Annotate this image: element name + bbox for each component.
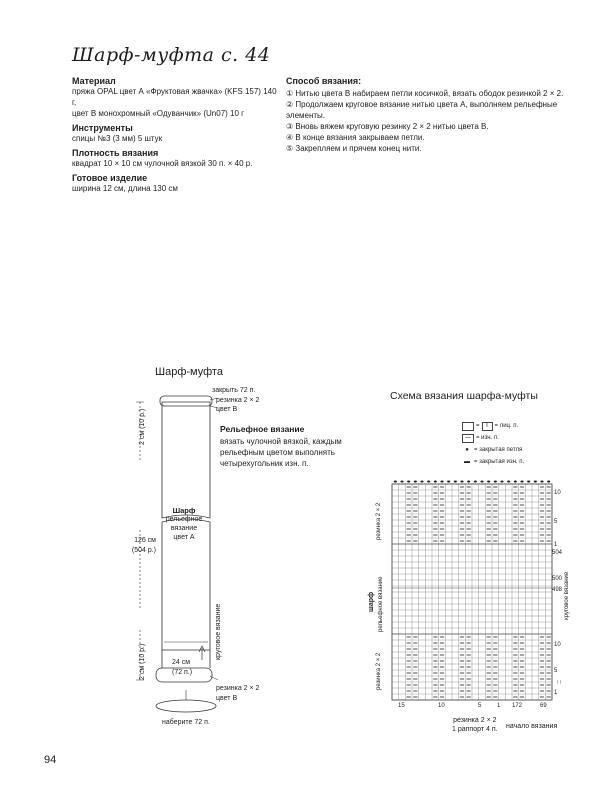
tools-text: спицы №3 (3 мм) 5 штук (72, 134, 163, 143)
finished-text: ширина 12 см, длина 130 см (72, 184, 178, 193)
schematic-center-3: вязание (170, 525, 198, 532)
gauge-label: Плотность вязания (72, 148, 159, 158)
chart-right-arrows: ↑↑ (556, 680, 562, 686)
row-num-10-top: 10 (554, 490, 561, 496)
schematic-relief-text-1: вязать чулочной вязкой, каждым (220, 437, 342, 446)
legend-bind-off-purl-text: = закрытая изн. п. (474, 459, 525, 465)
materials-line-2: цвет В монохромный «Одуванчик» (Un07) 10 г (72, 109, 245, 118)
bind-off-mark (394, 481, 397, 483)
chart-left-rib-top: резинка 2 × 2 (376, 502, 382, 540)
chart-rib-repeat-2: 1 раппорт 4 п. (452, 726, 498, 733)
legend-bind-off-text: = закрытая петля (474, 447, 523, 453)
bind-off-mark (440, 481, 443, 483)
bind-off-mark (487, 481, 490, 483)
col-num-5: 5 (478, 703, 482, 709)
knitting-chart-grid (392, 484, 552, 700)
chart-rib-repeat-1: резинка 2 × 2 (453, 717, 497, 724)
gauge-text: квадрат 10 × 10 см чулочной вязкой 30 п. × 40 р. (72, 159, 253, 168)
schematic-circular-label: круговое вязание (215, 603, 222, 660)
schematic-cast-on: наберите 72 п. (162, 719, 210, 726)
method-label: Способ вязания: (286, 76, 362, 86)
schematic-width-dim-2: (72 п.) (172, 669, 193, 676)
method-step-4: ④ В конце вязания закрываем петли. (286, 133, 425, 142)
chart-right-circular: круговое вязание (564, 571, 570, 620)
legend-bind-off-purl (462, 456, 524, 468)
row-num-5-top: 5 (554, 519, 558, 525)
legend-knit-text: = лиц. п. (494, 423, 519, 429)
bind-off-mark (447, 481, 450, 483)
bind-off-mark (454, 481, 457, 483)
chart-title: Схема вязания шарфа-муфты (390, 390, 538, 402)
schematic-center-4: цвет А (173, 534, 195, 541)
legend-knit: = I = лиц. п. (462, 420, 524, 432)
method-step-5: ⑤ Закрепляем и прячем конец нити. (286, 144, 422, 153)
bind-off-mark (427, 481, 430, 483)
col-num-172: 172 (512, 703, 523, 709)
bind-off-mark (514, 481, 517, 483)
bind-off-mark (407, 481, 410, 483)
schematic-rib-bottom-1: резинка 2 × 2 (216, 685, 260, 692)
chart-start-label: начало вязания (506, 723, 558, 730)
schematic-width-dim-1: 24 см (172, 659, 191, 666)
bind-off-mark (460, 481, 463, 483)
bind-off-mark (400, 481, 403, 483)
row-num-1-bottom: 1 (554, 690, 558, 696)
schematic-relief-label: Рельефное вязание (220, 424, 305, 434)
row-num-10-bottom: 10 (554, 642, 561, 648)
materials-section (72, 76, 282, 194)
method-step-1: ① Нитью цвета В набираем петли косичкой, вязать ободок резинкой 2 × 2. (286, 89, 564, 98)
row-num-504: 504 (552, 550, 563, 556)
legend-purl-symbol: — (462, 434, 474, 443)
bind-off-mark (474, 481, 477, 483)
chart-left-scarf: шарф (368, 591, 375, 612)
col-num-1: 1 (497, 703, 501, 709)
schematic-rib-top-2: цвет В (216, 406, 238, 413)
bind-off-mark (500, 481, 503, 483)
legend-purl-text: = изн. п. (476, 435, 499, 441)
bind-off-mark (520, 481, 523, 483)
materials-line-1: пряжа OPAL цвет А «Фруктовая жвачка» (KFS 157) 140 г, (72, 87, 277, 107)
schematic-bottom-dim: 2 см (10 р.) (139, 643, 146, 680)
bind-off-mark (507, 481, 510, 483)
bind-off-mark (540, 481, 543, 483)
page-number: 94 (44, 754, 57, 766)
row-num-500: 500 (552, 576, 563, 582)
bind-off-mark (420, 481, 423, 483)
legend-purl (462, 432, 524, 444)
schematic-top-dim: 2 см (10 р.) (139, 408, 146, 445)
schematic-mid-dim-1: 126 см (134, 537, 156, 544)
schematic-rib-bottom-2: цвет В (216, 695, 238, 702)
bind-off-mark (547, 481, 550, 483)
schematic-mid-dim-2: (504 р.) (131, 547, 156, 554)
materials-label: Материал (72, 76, 116, 86)
row-num-1-top: 1 (554, 542, 558, 548)
method-step-3: ③ Вновь вяжем круговую резинку 2 × 2 нитью цвета В. (286, 122, 489, 131)
row-num-498: 498 (552, 587, 563, 593)
legend-knit-symbol: I (482, 422, 493, 431)
finished-label: Готовое изделие (72, 173, 148, 183)
bind-off-mark (534, 481, 537, 483)
chart-legend (462, 420, 524, 468)
schematic-center-2: рельефное (165, 516, 203, 523)
legend-bind-off (462, 444, 524, 456)
schematic-relief-text-3: четырехугольник изн. п. (220, 459, 309, 468)
schematic-title: Шарф-муфта (155, 366, 223, 378)
legend-bind-off-purl-symbol: ▬ (464, 459, 470, 465)
page-title: Шарф-муфта с. 44 (72, 44, 271, 66)
chart-left-rib-bottom: резинка 2 × 2 (376, 652, 382, 690)
col-num-15: 15 (398, 703, 405, 709)
bind-off-mark (414, 481, 417, 483)
schematic-center-1: Шарф (172, 506, 196, 515)
bind-off-mark (480, 481, 483, 483)
schematic-close-label: закрыть 72 п. (212, 387, 256, 394)
row-num-5-bottom: 5 (554, 668, 558, 674)
method-step-2: ② Продолжаем круговое вязание нитью цвета А, выполняем рельефные элементы. (286, 100, 558, 120)
bind-off-mark (467, 481, 470, 483)
col-num-10: 10 (438, 703, 445, 709)
schematic-relief-text-2: рельефным цветом выполнять (220, 448, 335, 457)
bind-off-mark (527, 481, 530, 483)
col-num-69: 69 (540, 703, 547, 709)
chart-left-relief: рельефное вязание (378, 576, 384, 632)
chart-rib-repeat (452, 716, 498, 734)
tools-label: Инструменты (72, 123, 133, 133)
schematic-rib-top-1: резинка 2 × 2 (216, 397, 260, 404)
schematic-center-label (158, 506, 210, 542)
bind-off-mark (494, 481, 497, 483)
legend-bind-off-symbol: ● (465, 447, 469, 453)
method-section (286, 76, 576, 154)
bind-off-mark (434, 481, 437, 483)
